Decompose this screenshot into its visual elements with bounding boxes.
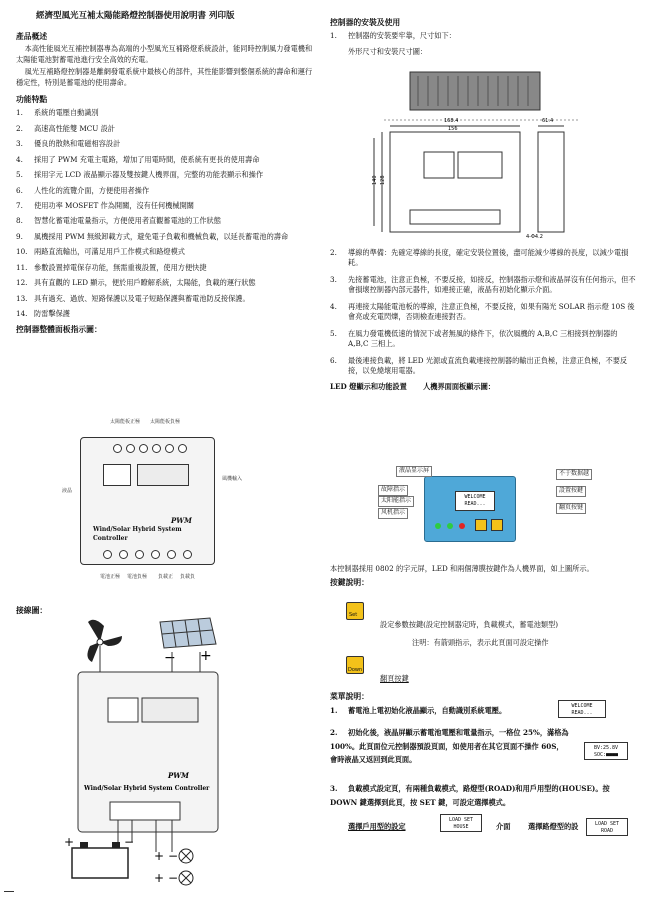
wind-turbine-icon	[87, 620, 122, 662]
feature-item-number: 4.	[16, 154, 23, 164]
feature-item-text: 採用了 PWM 充電主電路，增加了用電時間，使系統有更長的使用壽命	[34, 154, 260, 164]
feature-item-text: 具有過充、過放、短路保護以及電子短路保護與蓄電池防反接保護。	[34, 293, 250, 303]
lamp-load-icon	[154, 849, 193, 885]
wiring-diagram	[60, 612, 250, 892]
led-heading2: 人機界面面板顯示圖：	[423, 382, 495, 392]
install-item-number: 3.	[330, 274, 337, 284]
feature-item	[16, 139, 316, 149]
install-heading: 控制器的安裝及使用	[330, 18, 401, 27]
menu-lcd-1-line1: WELCOME	[571, 703, 593, 709]
terminal-2	[126, 444, 135, 453]
install-list-continued	[330, 246, 640, 393]
feature-item-number: 9.	[16, 231, 23, 241]
terminal-6	[178, 444, 187, 453]
install-item	[330, 329, 640, 350]
led-indicator-1	[435, 523, 441, 529]
install-item-number: 5.	[330, 328, 337, 338]
install-item-text: 最後連接負載，將 LED 光源或直流負載連接控制器的輸出正負極，注意正負極，不要反接，以免燒壞用電器。	[348, 355, 628, 375]
overview-para2: 風光互補路燈控制器是離網發電系統中最核心的部件，其性能影響到整個系統的壽命和運行穩定性，特別是蓄電池的使用壽命。	[16, 67, 313, 87]
feature-item-number: 12.	[16, 278, 28, 288]
install-item-text: 再連接太陽能電池板的導線，注意正負極，不要反接，如果有陽光 SOLAR 指示燈 10S 後會亮或充電閃爍，否則檢查連接對否。	[348, 301, 635, 322]
install-item-text: 先接蓄電池，注意正負極，不要反接，如接反，控制器指示燈和液晶屏沒有任何指示，但不會損壞控制器內部元器件，如連接正確，液晶有初始化顯示介面。	[348, 274, 636, 295]
feature-item-number: 13.	[16, 293, 28, 303]
label-solar-neg: 太陽能板負極	[150, 419, 181, 425]
led-indicator-2	[447, 523, 453, 529]
menu-lcd-1	[558, 700, 606, 718]
down-key-icon	[346, 656, 364, 674]
label-load-pos: 負載正	[158, 574, 174, 580]
feature-item-text: 使用功率 MOSFET 作為開關，沒有任何機械開關	[34, 200, 194, 210]
controller-lcd	[103, 464, 131, 486]
battery-icon	[64, 835, 134, 878]
callout-blink: 不于数据越	[556, 469, 592, 480]
mid-label: 介面	[496, 822, 511, 831]
controller-led-strip	[137, 464, 189, 486]
terminal-12	[183, 550, 192, 559]
page-title: 經濟型風光互補太陽能路燈控制器使用說明書 列印版	[36, 11, 235, 21]
solar-panel-icon	[160, 618, 216, 666]
panel-heading: 控制器整體面板指示圖：	[16, 325, 102, 335]
svg-text:+: +	[200, 648, 212, 664]
install-item	[330, 302, 640, 323]
install-item-number: 1.	[330, 31, 337, 41]
feature-item-number: 3.	[16, 139, 23, 149]
feature-item	[16, 108, 316, 118]
menu-lcd-house	[440, 814, 482, 832]
menu-item-2-text: 初始化後，液晶屏顯示蓄電池電壓和電量指示，一格位 25%，滿格為 100%。此頁面位元控制器預設頁面，如使用者在其它頁面不操作 60S，會時液晶又返回到此頁面。	[330, 728, 569, 765]
wiring-pwm-label: PWM	[168, 771, 189, 780]
terminal-1	[113, 444, 122, 453]
menu-item-3-text: 負載模式設定頁，有兩種負載模式，路燈型(ROAD)和用戶用型的(HOUSE)。按 DOWN 鍵選擇到此頁，按 SET 鍵，可設定選擇模式。	[330, 784, 610, 807]
feature-item-text: 優良的散熱和電磁相容設計	[34, 139, 121, 149]
dim-width-outer: 168.4	[444, 118, 459, 124]
led-note: 本控制器採用 0802 的字元屏，LED 和兩個薄膜按鍵作為人機界面，如上圖所示。	[330, 564, 594, 573]
menu-item-1	[330, 706, 550, 716]
feature-item-number: 1.	[16, 108, 23, 118]
feature-item-number: 8.	[16, 216, 23, 226]
menu-item-2	[330, 726, 570, 767]
keys-section	[330, 564, 640, 589]
model-label: Wind/Solar Hybrid System Controller	[93, 526, 182, 542]
menu-lcd-road-line2: ROAD	[600, 827, 614, 834]
svg-text:+: +	[64, 835, 75, 849]
overview-heading: 產品概述	[16, 32, 48, 41]
controller-front-diagram	[80, 437, 215, 565]
svg-text:+: +	[154, 849, 165, 863]
menu-lcd-1-line2: READ...	[571, 709, 593, 716]
hmi-lcd	[455, 491, 495, 511]
terminal-4	[152, 444, 161, 453]
feature-item-text: 風機採用 PWM 無級卸載方式，避免電子負載和機械負載，以延長蓄電池的壽命	[34, 231, 289, 241]
feature-item	[16, 155, 316, 165]
install-item-number: 2.	[330, 248, 337, 257]
pwm-label: PWM	[171, 516, 192, 525]
hmi-lcd-line1: WELCOME	[464, 494, 486, 500]
terminal-8	[119, 550, 128, 559]
menu-item-2-number: 2.	[330, 728, 338, 737]
feature-item	[16, 170, 316, 180]
feature-item-text: 人性化的流覽介面，方便使用者操作	[34, 185, 150, 195]
label-solar-pos: 太陽能板正極	[110, 419, 141, 425]
set-key-label: Set	[349, 612, 358, 618]
svg-text:−: −	[124, 835, 135, 849]
menu-lcd-house-line2: HOUSE	[453, 823, 469, 830]
features-heading: 功能特點	[16, 95, 48, 105]
features-list	[16, 108, 316, 319]
feature-item-text: 防雷擊保護	[34, 309, 70, 319]
feature-item	[16, 201, 316, 211]
led-heading-row	[330, 382, 640, 392]
feature-item	[16, 216, 316, 226]
label-bat-pos: 電池正極	[100, 574, 121, 580]
label-bat-neg: 電池負極	[127, 574, 148, 580]
install-item-text: 在風力發電機低速的情況下或者無風的條件下，依次風機的 A,B,C 三相接到控制器的 A,B,C 三相上。	[348, 328, 618, 349]
dim-width-inner: 156	[448, 126, 458, 132]
menu-lcd-2	[584, 742, 628, 760]
feature-item	[16, 232, 316, 242]
install-item	[330, 248, 640, 269]
svg-text:−: −	[168, 849, 179, 863]
callout-lcd: 液晶显示屏	[396, 466, 432, 477]
label-load-neg: 負載負	[180, 574, 196, 580]
overview-para1: 本高性能風光互補控制器專為高端的小型風光互補路燈系統設計，能同時控制風力發電機和太陽能電池對蓄電池進行安全高效的充電。	[16, 44, 313, 64]
feature-item-number: 5.	[16, 170, 23, 180]
feature-item	[16, 294, 316, 304]
svg-text:−: −	[168, 871, 179, 885]
page-cursor-mark	[4, 891, 14, 892]
feature-item	[16, 186, 316, 196]
menu-item-1-text: 蓄電池上電初始化液晶顯示，自動識別系統電壓。	[348, 706, 507, 715]
feature-item-text: 參數設置掉電保存功能，無需重複設置，使用方便快捷	[34, 262, 207, 272]
callout-down: 翻页按键	[556, 503, 586, 514]
terminal-7	[103, 550, 112, 559]
install-item	[330, 31, 640, 41]
feature-item-text: 系統的電壓自動識別	[34, 108, 99, 118]
feature-item-text: 具有直觀的 LED 顯示，便於用戶瞭解系統，太陽能，負載的運行狀態	[34, 278, 256, 288]
label-wind: 風機輸入	[222, 476, 243, 482]
feature-item-text: 高速高性能雙 MCU 設計	[34, 123, 115, 133]
install-sub: 外形尺寸和安裝尺寸圖：	[348, 46, 428, 56]
callout-fault: 故障指示	[378, 485, 408, 496]
menu-item-1-number: 1.	[330, 706, 338, 715]
dim-hole: 4-Φ4.2	[526, 234, 543, 240]
wiring-model-label: Wind/Solar Hybrid System Controller	[84, 785, 210, 792]
callout-set: 設置按鍵	[556, 486, 586, 497]
label-lcd: 液晶	[62, 488, 73, 494]
feature-item-number: 10.	[16, 247, 28, 257]
install-item-text: 控制器的安裝要牢靠，尺寸如下：	[348, 31, 456, 41]
panel-down-button[interactable]	[491, 519, 503, 531]
feature-item	[16, 124, 316, 134]
terminal-11	[167, 550, 176, 559]
install-item	[330, 275, 640, 296]
menu-lcd-house-line1: LOAD SET	[448, 817, 474, 823]
led-heading: LED 燈顯示和功能設置	[330, 382, 407, 392]
callout-solar: 太阳能指示	[378, 496, 414, 507]
feature-item-number: 11.	[16, 262, 28, 272]
right-column	[330, 14, 640, 57]
panel-set-button[interactable]	[475, 519, 487, 531]
feature-item	[16, 247, 316, 257]
menu-heading: 菜單說明：	[330, 692, 369, 701]
terminal-3	[139, 444, 148, 453]
menu-lcd-road-line1: LOAD SET	[594, 821, 620, 827]
hmi-panel	[424, 476, 516, 542]
feature-item	[16, 263, 316, 273]
led-indicator-3	[459, 523, 465, 529]
install-item-number: 6.	[330, 355, 337, 365]
menu-item-3	[330, 782, 630, 809]
install-item-number: 4.	[330, 301, 337, 311]
terminal-9	[135, 550, 144, 559]
dimension-drawing	[370, 70, 590, 240]
feature-item-text: 採用字元 LCD 液晶顯示器及雙按鍵人機界面，完整的功能表顯示和操作	[34, 170, 264, 180]
hmi-lcd-line2: READ...	[464, 500, 486, 507]
terminal-10	[151, 550, 160, 559]
callout-wind: 风机指示	[378, 508, 408, 519]
terminal-5	[165, 444, 174, 453]
road-mode-label: 選擇路燈型的設	[528, 822, 579, 831]
install-item-text: 導線的準備：先確定導線的長度，確定安裝位置後，盡可能減少導線的長度，以減少電損耗。	[348, 248, 629, 268]
feature-item-number: 2.	[16, 123, 23, 133]
set-key-note: 注明：有箭頭指示，表示此頁面可設定操作	[412, 638, 549, 647]
feature-item-text: 兩路直流輸出，可滿足用戶工作模式和路燈模式	[34, 247, 185, 257]
menu-lcd-2-line2: SOC:■■■■	[593, 751, 619, 758]
install-item	[330, 356, 640, 377]
dim-depth: 61.4	[542, 118, 554, 124]
feature-item-number: 7.	[16, 200, 23, 210]
house-mode-label: 選擇戶用型的設定	[348, 822, 406, 831]
down-key-desc: 翻頁按鍵	[380, 674, 409, 683]
feature-item	[16, 309, 316, 319]
set-key-icon	[346, 602, 364, 620]
svg-text:+: +	[154, 871, 165, 885]
left-column	[16, 28, 316, 336]
feature-item-number: 14.	[16, 309, 28, 319]
svg-text:−: −	[164, 650, 176, 666]
feature-item-number: 6.	[16, 185, 23, 195]
keys-heading: 按鍵說明：	[330, 578, 369, 588]
set-key-desc: 設定參數按鍵(設定控制器定時，負載模式，蓄電池類型)	[380, 620, 559, 629]
feature-item-text: 智慧化蓄電池電量指示，方便使用者直觀蓄電池的工作狀態	[34, 216, 221, 226]
dim-height-inner: 128	[380, 175, 386, 185]
down-key-label: Down	[348, 667, 363, 673]
wiring-heading: 接線圖：	[16, 606, 48, 615]
menu-lcd-road	[586, 818, 628, 836]
feature-item	[16, 278, 316, 288]
menu-lcd-2-line1: BV:25.8V	[593, 745, 619, 751]
install-list	[330, 248, 640, 376]
dim-height-outer: 140	[372, 175, 378, 185]
menu-item-3-number: 3.	[330, 784, 338, 793]
